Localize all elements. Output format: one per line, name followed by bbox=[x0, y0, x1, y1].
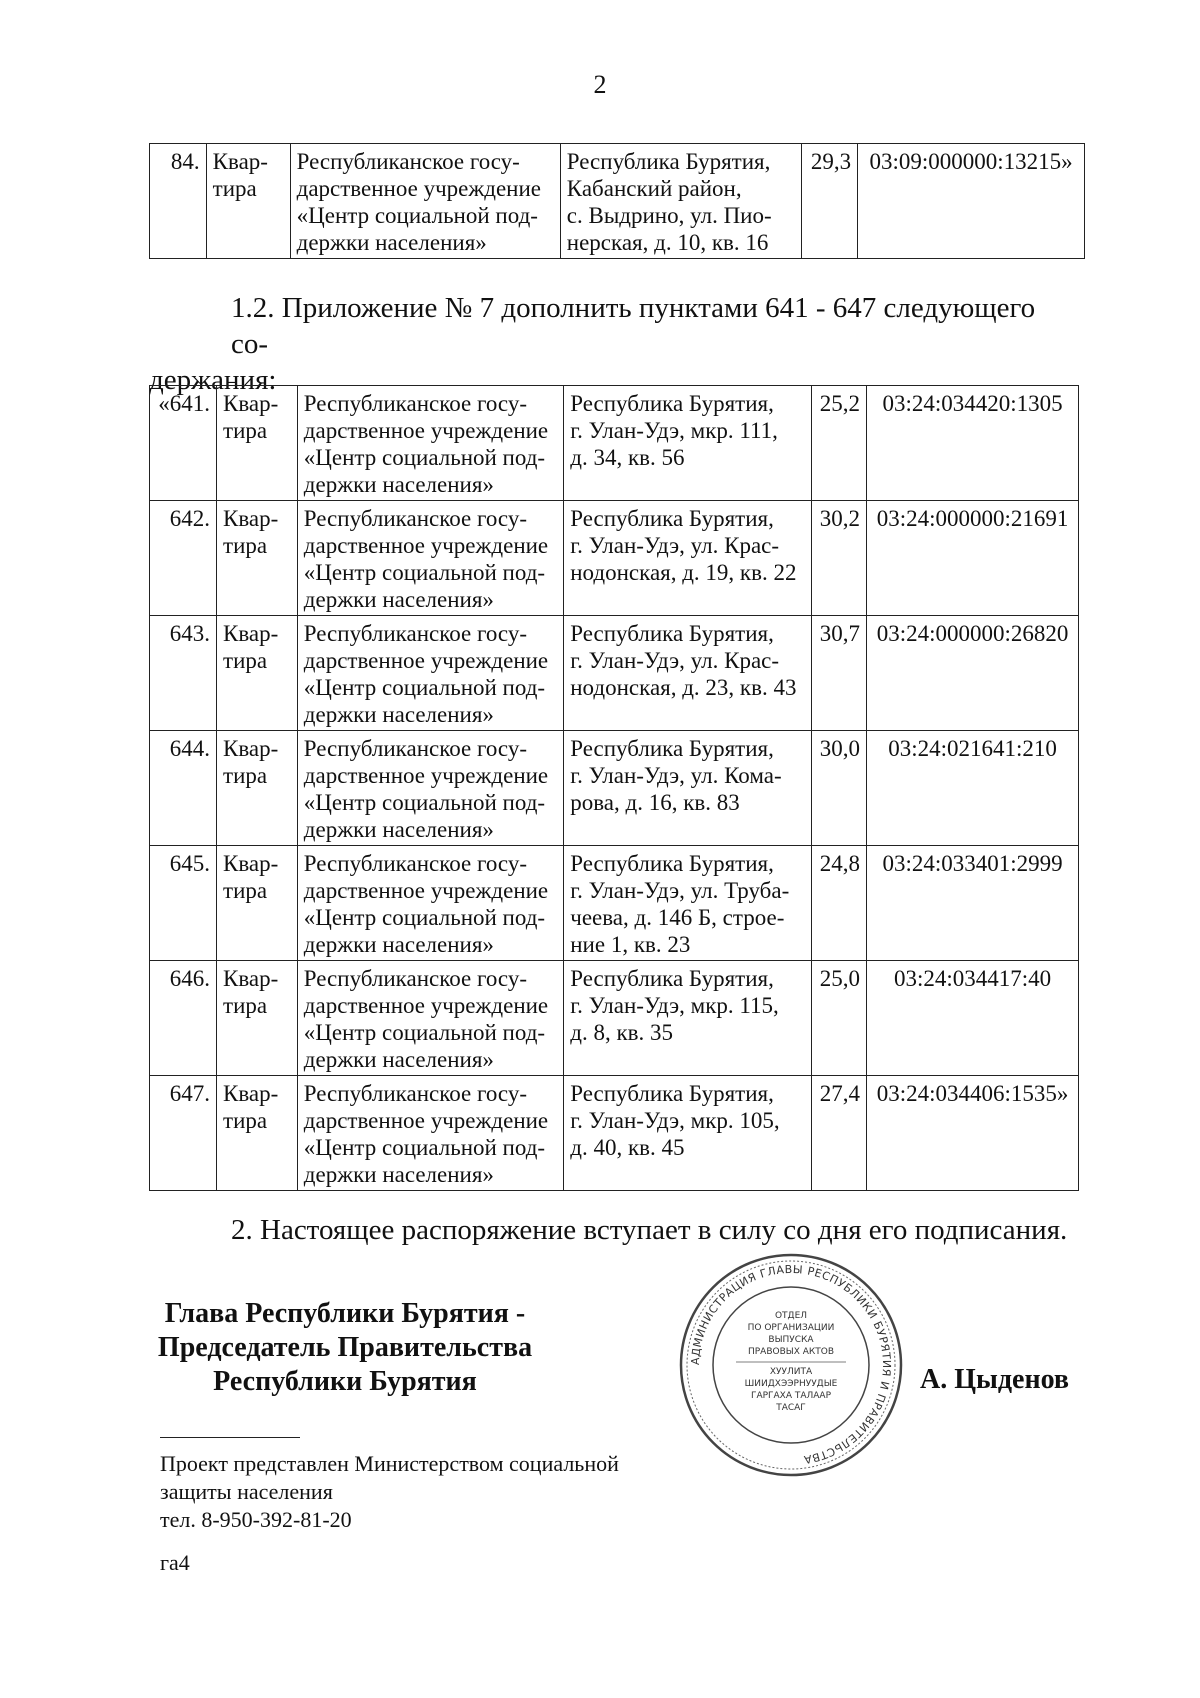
holder-cell bbox=[297, 386, 563, 501]
cadastral-number-cell: 03:24:000000:21691 bbox=[867, 501, 1079, 616]
object-type-line: тира bbox=[223, 763, 268, 788]
holder-line: «Центр социальной под- bbox=[303, 675, 546, 700]
holder-line: Республиканское госу- bbox=[303, 736, 527, 761]
cadastral-number-cell: 03:24:034417:40 bbox=[867, 961, 1079, 1076]
holder-line: Республиканское госу- bbox=[296, 149, 520, 174]
signatory-title-line: Председатель Правительства bbox=[157, 1332, 533, 1363]
address-line: г. Улан-Удэ, мкр. 115, bbox=[570, 993, 779, 1018]
holder-line: дарственное учреждение bbox=[303, 878, 549, 903]
address-line: д. 8, кв. 35 bbox=[570, 1020, 673, 1045]
holder-cell bbox=[297, 961, 563, 1076]
cadastral-number-cell: 03:24:021641:210 bbox=[867, 731, 1079, 846]
official-seal-stamp bbox=[676, 1250, 906, 1480]
cadastral-number-cell: 03:09:000000:13215» bbox=[858, 144, 1085, 259]
holder-line: «Центр социальной под- bbox=[303, 445, 546, 470]
holder-line: дарственное учреждение bbox=[303, 648, 549, 673]
signatory-name: А. Цыденов bbox=[920, 1364, 1070, 1395]
object-type-cell bbox=[217, 616, 298, 731]
object-type-line: Квар- bbox=[223, 391, 279, 416]
address-line: Республика Бурятия, bbox=[570, 506, 774, 531]
address-line: чеева, д. 146 Б, строе- bbox=[570, 905, 785, 930]
address-line: нодонская, д. 23, кв. 43 bbox=[570, 675, 797, 700]
object-type-line: тира bbox=[223, 878, 268, 903]
cadastral-number-cell: 03:24:000000:26820 bbox=[867, 616, 1079, 731]
row-number-cell: 646. bbox=[150, 961, 217, 1076]
area-cell: 30,0 bbox=[811, 731, 866, 846]
address-line: г. Улан-Удэ, ул. Кома- bbox=[570, 763, 782, 788]
paragraph-1-2 bbox=[149, 290, 1079, 398]
holder-line: «Центр социальной под- bbox=[303, 790, 546, 815]
paragraph-1-2-line-2: держания: bbox=[149, 364, 277, 396]
stamp-line: ГАРГАХА ТАЛААР bbox=[750, 1391, 832, 1401]
address-line: нерская, д. 10, кв. 16 bbox=[566, 230, 769, 255]
holder-line: держки населения» bbox=[303, 1162, 494, 1187]
address-line: д. 40, кв. 45 bbox=[570, 1135, 685, 1160]
address-cell bbox=[564, 731, 812, 846]
address-line: Республика Бурятия, bbox=[570, 851, 774, 876]
table-row bbox=[150, 144, 1085, 259]
table-row bbox=[150, 1076, 1079, 1191]
address-line: нодонская, д. 19, кв. 22 bbox=[570, 560, 797, 585]
holder-line: держки населения» bbox=[303, 702, 494, 727]
object-type-cell bbox=[217, 731, 298, 846]
holder-cell bbox=[290, 144, 560, 259]
object-type-cell bbox=[217, 386, 298, 501]
address-line: д. 34, кв. 56 bbox=[570, 445, 685, 470]
holder-line: держки населения» bbox=[303, 817, 494, 842]
apartments-table bbox=[149, 385, 1079, 1191]
footnote-line: Проект представлен Министерством социальной bbox=[160, 1451, 619, 1476]
address-line: г. Улан-Удэ, мкр. 105, bbox=[570, 1108, 780, 1133]
object-type-cell bbox=[217, 961, 298, 1076]
holder-line: «Центр социальной под- bbox=[296, 203, 538, 228]
continuation-table bbox=[149, 143, 1085, 259]
holder-cell bbox=[297, 616, 563, 731]
holder-line: держки населения» bbox=[303, 932, 494, 957]
area-cell: 25,0 bbox=[811, 961, 866, 1076]
address-line: г. Улан-Удэ, мкр. 111, bbox=[570, 418, 778, 443]
row-number-cell: 642. bbox=[150, 501, 217, 616]
address-line: г. Улан-Удэ, ул. Крас- bbox=[570, 533, 780, 558]
object-type-line: тира bbox=[223, 533, 268, 558]
row-number-cell: 644. bbox=[150, 731, 217, 846]
signatory-title bbox=[150, 1297, 540, 1399]
row-number-cell: 645. bbox=[150, 846, 217, 961]
object-type-cell bbox=[217, 501, 298, 616]
holder-line: держки населения» bbox=[303, 587, 494, 612]
object-type-line: Квар- bbox=[223, 621, 279, 646]
holder-line: Республиканское госу- bbox=[303, 506, 527, 531]
table-row bbox=[150, 846, 1079, 961]
address-line: Республика Бурятия, bbox=[570, 966, 774, 991]
area-cell: 27,4 bbox=[811, 1076, 866, 1191]
holder-cell bbox=[297, 846, 563, 961]
address-line: Республика Бурятия, bbox=[570, 1081, 774, 1106]
holder-line: «Центр социальной под- bbox=[303, 1020, 546, 1045]
holder-cell bbox=[297, 1076, 563, 1191]
address-cell bbox=[560, 144, 801, 259]
address-line: Республика Бурятия, bbox=[570, 621, 774, 646]
stamp-line: ПРАВОВЫХ АКТОВ bbox=[747, 1347, 835, 1357]
holder-line: Республиканское госу- bbox=[303, 621, 527, 646]
signatory-title-line: Глава Республики Бурятия - bbox=[164, 1298, 526, 1329]
footnote bbox=[160, 1450, 619, 1534]
footnote-divider bbox=[160, 1437, 300, 1438]
holder-cell bbox=[297, 731, 563, 846]
holder-line: дарственное учреждение bbox=[303, 763, 549, 788]
object-type-line: тира bbox=[223, 648, 268, 673]
stamp-line: ТАСАГ bbox=[776, 1403, 806, 1413]
holder-line: держки населения» bbox=[303, 1047, 494, 1072]
table-row bbox=[150, 501, 1079, 616]
holder-line: «Центр социальной под- bbox=[303, 560, 546, 585]
cadastral-number-cell: 03:24:034406:1535» bbox=[867, 1076, 1079, 1191]
address-line: Республика Бурятия, bbox=[570, 391, 774, 416]
address-cell bbox=[564, 1076, 812, 1191]
signatory-title-line: Республики Бурятия bbox=[213, 1366, 477, 1397]
address-cell bbox=[564, 386, 812, 501]
address-cell bbox=[564, 961, 812, 1076]
row-number-cell: 84. bbox=[150, 144, 207, 259]
address-line: Республика Бурятия, bbox=[566, 149, 771, 174]
address-line: г. Улан-Удэ, ул. Труба- bbox=[570, 878, 790, 903]
table-row bbox=[150, 731, 1079, 846]
holder-line: держки населения» bbox=[303, 472, 494, 497]
object-type-line: Квар- bbox=[223, 506, 279, 531]
footnote-line: тел. 8-950-392-81-20 bbox=[160, 1507, 352, 1532]
area-cell: 30,2 bbox=[811, 501, 866, 616]
object-type-line: тира bbox=[223, 1108, 268, 1133]
area-cell: 24,8 bbox=[811, 846, 866, 961]
area-cell: 30,7 bbox=[811, 616, 866, 731]
holder-line: держки населения» bbox=[296, 230, 487, 255]
table-row bbox=[150, 386, 1079, 501]
holder-line: Республиканское госу- bbox=[303, 1081, 527, 1106]
stamp-outer-text: АДМИНИСТРАЦИЯ ГЛАВЫ РЕСПУБЛИКИ БУРЯТИЯ И ПРАВИТЕЛЬСТВА bbox=[688, 1262, 894, 1467]
holder-line: дарственное учреждение bbox=[303, 418, 549, 443]
page-number: 2 bbox=[593, 70, 607, 99]
holder-line: Республиканское госу- bbox=[303, 966, 527, 991]
table-row bbox=[150, 961, 1079, 1076]
row-number-cell: 643. bbox=[150, 616, 217, 731]
area-cell: 25,2 bbox=[811, 386, 866, 501]
area-cell: 29,3 bbox=[802, 144, 858, 259]
address-line: рова, д. 16, кв. 83 bbox=[570, 790, 740, 815]
holder-line: дарственное учреждение bbox=[303, 533, 549, 558]
object-type-line: Квар- bbox=[212, 149, 268, 174]
cadastral-number-cell: 03:24:033401:2999 bbox=[867, 846, 1079, 961]
address-cell bbox=[564, 501, 812, 616]
address-cell bbox=[564, 616, 812, 731]
stamp-line: ШИИДХЭЭРНУУДЫЕ bbox=[744, 1379, 838, 1389]
object-type-line: тира bbox=[212, 176, 257, 201]
holder-line: дарственное учреждение bbox=[296, 176, 542, 201]
stamp-line: ХУУЛИТА bbox=[769, 1367, 813, 1377]
object-type-line: тира bbox=[223, 418, 268, 443]
holder-line: «Центр социальной под- bbox=[303, 1135, 546, 1160]
address-line: с. Выдрино, ул. Пио- bbox=[566, 203, 772, 228]
object-type-line: Квар- bbox=[223, 851, 279, 876]
address-line: Республика Бурятия, bbox=[570, 736, 774, 761]
stamp-line: ВЫПУСКА bbox=[768, 1335, 814, 1345]
object-type-cell bbox=[217, 846, 298, 961]
stamp-line: ОТДЕЛ bbox=[774, 1311, 808, 1321]
holder-line: «Центр социальной под- bbox=[303, 905, 546, 930]
holder-line: Республиканское госу- bbox=[303, 851, 527, 876]
holder-cell bbox=[297, 501, 563, 616]
object-type-line: Квар- bbox=[223, 966, 279, 991]
object-type-line: Квар- bbox=[223, 736, 279, 761]
object-type-line: Квар- bbox=[223, 1081, 279, 1106]
footnote-line: защиты населения bbox=[160, 1479, 333, 1504]
holder-line: дарственное учреждение bbox=[303, 1108, 549, 1133]
document-code: га4 bbox=[160, 1550, 190, 1575]
object-type-cell bbox=[217, 1076, 298, 1191]
cadastral-number-cell: 03:24:034420:1305 bbox=[867, 386, 1079, 501]
table-row bbox=[150, 616, 1079, 731]
address-cell bbox=[564, 846, 812, 961]
address-line: г. Улан-Удэ, ул. Крас- bbox=[570, 648, 780, 673]
object-type-cell bbox=[206, 144, 290, 259]
address-line: ние 1, кв. 23 bbox=[570, 932, 691, 957]
paragraph-1-2-line-1: 1.2. Приложение № 7 дополнить пунктами 641 - 647 следующего со- bbox=[231, 292, 1036, 360]
svg-text:АДМИНИСТРАЦИЯ ГЛАВЫ РЕСПУБЛИКИ bbox=[689, 1263, 893, 1466]
address-line: Кабанский район, bbox=[566, 176, 742, 201]
holder-line: дарственное учреждение bbox=[303, 993, 549, 1018]
row-number-cell: «641. bbox=[150, 386, 217, 501]
stamp-line: ПО ОРГАНИЗАЦИИ bbox=[747, 1323, 835, 1333]
holder-line: Республиканское госу- bbox=[303, 391, 527, 416]
paragraph-2: 2. Настоящее распоряжение вступает в силу со дня его подписания. bbox=[231, 1214, 1068, 1246]
row-number-cell: 647. bbox=[150, 1076, 217, 1191]
object-type-line: тира bbox=[223, 993, 268, 1018]
